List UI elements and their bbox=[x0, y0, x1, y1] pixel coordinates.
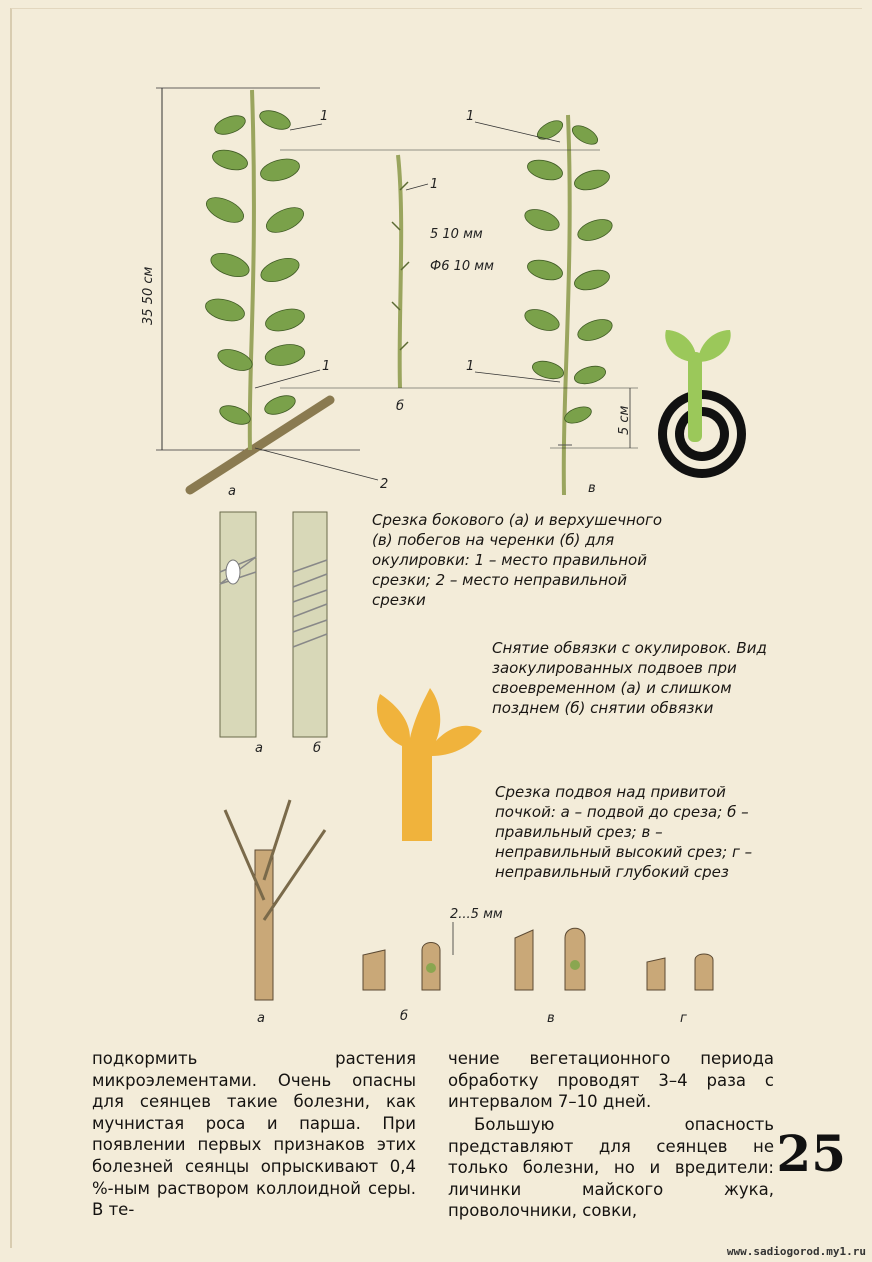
watermark: www.sadiogorod.my1.ru bbox=[726, 1245, 866, 1258]
label-v-shoots: в bbox=[588, 481, 596, 496]
mm-label: 5 10 мм bbox=[430, 227, 483, 242]
shoots-caption: Срезка бокового (а) и верхушечного (в) побегов на черенки (б) для окулировки: 1 – место правильной срезки; 2 – место неправильной срезки bbox=[372, 511, 663, 609]
cut-b bbox=[363, 943, 440, 991]
label-1-top-v: 1 bbox=[466, 109, 475, 124]
label-a-shoots: а bbox=[228, 484, 236, 499]
cut-g bbox=[647, 954, 713, 990]
label-g-cut: г bbox=[680, 1011, 687, 1026]
body-text-right-p1: чение вегетационного периода обработку проводят 3–4 раза с интервалом 7–10 дней. bbox=[448, 1049, 774, 1112]
height-label: 35 50 см bbox=[141, 266, 156, 325]
label-b-binding: б bbox=[313, 741, 322, 756]
mm-cut-label: 2...5 мм bbox=[450, 907, 503, 922]
shoots-figure bbox=[130, 70, 690, 510]
shoot-v bbox=[522, 115, 615, 495]
label-2: 2 bbox=[380, 477, 389, 492]
rootstock-a bbox=[225, 800, 325, 1000]
cut-v bbox=[515, 928, 585, 990]
label-1-b: 1 bbox=[430, 177, 439, 192]
cut-figure bbox=[215, 790, 735, 1030]
label-v-cut: в bbox=[547, 1011, 555, 1026]
label-b-cut: б bbox=[400, 1009, 409, 1024]
binding-caption: Снятие обвязки с окулировок. Вид заокулированных подвоев при своевременном (а) и слишком позднем (б) снятии обвязки bbox=[492, 639, 767, 717]
cut-caption: Срезка подвоя над привитой почкой: а – подвой до среза; б – правильный срез; в – неправильный высокий срез; г – неправильный глубокий срез bbox=[495, 783, 753, 881]
body-text-left: подкормить растения микроэлементами. Очень опасны для сеянцев такие болезни, как мучнистая роса и парша. При появлении первых признаков этих болезней сеянцы опрыскивают 0,4 %-ным раствором коллоидной серы. В те- bbox=[92, 1049, 416, 1220]
garden-logo bbox=[654, 322, 754, 482]
label-1-low-v: 1 bbox=[466, 359, 475, 374]
five-cm-label: 5 см bbox=[617, 405, 632, 435]
label-a-binding: а bbox=[255, 741, 263, 756]
label-1-top-a: 1 bbox=[320, 109, 329, 124]
body-text-right-p2: Большую опасность представляют для сеянцев не только болезни, но и вредители: личинки майского жука, проволочники, совки, bbox=[448, 1115, 774, 1221]
label-1-low-a: 1 bbox=[322, 359, 331, 374]
diameter-label: Ф6 10 мм bbox=[430, 259, 494, 274]
label-a-cut: а bbox=[257, 1011, 265, 1026]
binding-figure bbox=[195, 512, 345, 756]
page-number: 25 bbox=[776, 1124, 846, 1183]
label-b-shoots: б bbox=[396, 399, 405, 414]
